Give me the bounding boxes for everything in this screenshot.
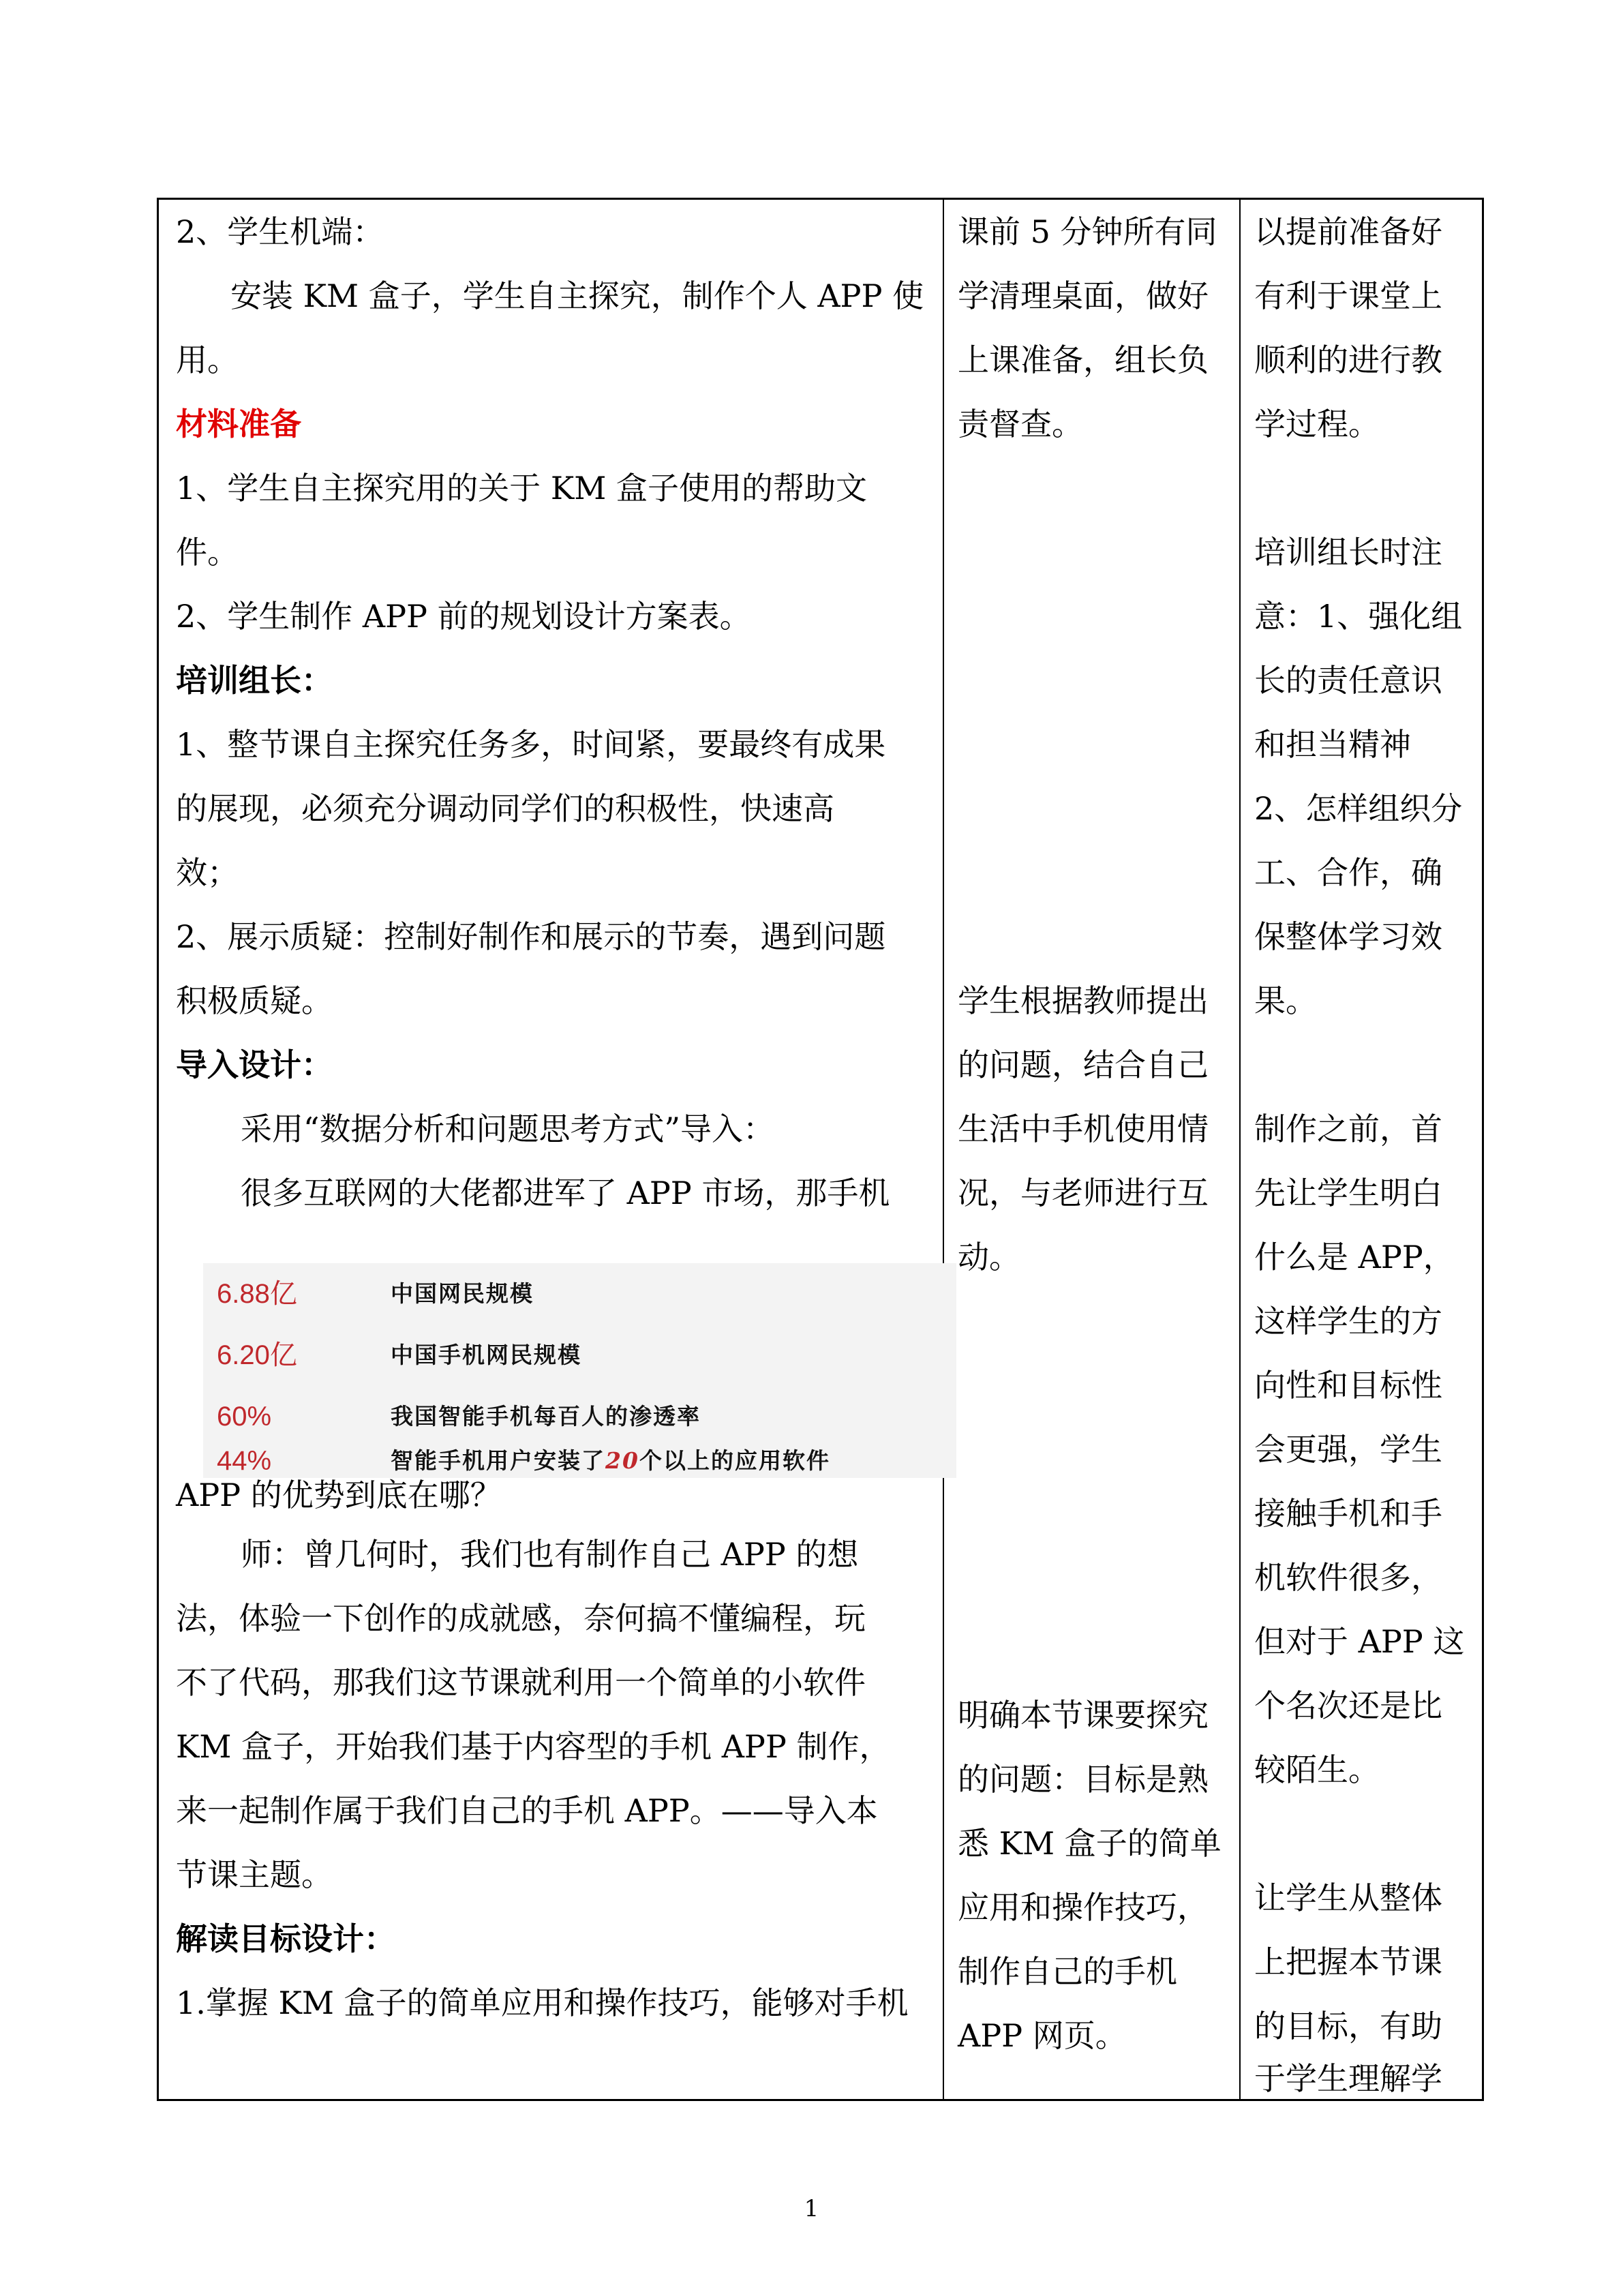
text-line: 2、怎样组织分 (1254, 790, 1463, 827)
text-line: 会更强，学生 (1254, 1431, 1442, 1468)
column-divider (1239, 200, 1241, 2099)
text-line: 的目标，有助 (1254, 2008, 1442, 2044)
text-line: 法，体验一下创作的成就感，奈何搞不懂编程，玩 (176, 1600, 866, 1637)
text-line: 先让学生明白 (1254, 1175, 1442, 1211)
text-line: 安装 KM 盒子，学生自主探究，制作个人 APP 使 (230, 277, 924, 314)
column-divider (943, 200, 944, 2099)
stat-label-part: 智能手机用户安装了 (391, 1447, 605, 1474)
text-line: 应用和操作技巧， (958, 1889, 1209, 1926)
text-line: 让学生从整体 (1254, 1879, 1442, 1916)
text-line: 1、整节课自主探究任务多，时间紧，要最终有成果 (176, 726, 886, 763)
text-line: 学生根据教师提出 (958, 982, 1209, 1019)
text-line: 保整体学习效 (1254, 918, 1442, 955)
text-line: 悉 KM 盒子的简单 (958, 1825, 1222, 1862)
text-line: 接触手机和手 (1254, 1495, 1442, 1532)
text-line: 动。 (958, 1239, 1020, 1275)
text-line: 什么是 APP， (1254, 1239, 1455, 1275)
text-line: 以提前准备好 (1254, 213, 1442, 250)
stat-label-part: 个以上的应用软件 (639, 1447, 830, 1474)
text-line: 件。 (176, 534, 239, 571)
text-line: APP 网页。 (958, 2017, 1127, 2054)
text-line: 节课主题。 (176, 1856, 333, 1893)
stat-label: 中国手机网民规模 (391, 1342, 581, 1368)
internet-statistics-image (203, 1263, 956, 1478)
text-line: 的问题，结合自己 (958, 1046, 1209, 1083)
text-line: 长的责任意识 (1254, 662, 1442, 699)
text-line: APP 的优势到底在哪？ (176, 1477, 502, 1513)
text-line: 向性和目标性 (1254, 1367, 1442, 1404)
text-line: 机软件很多， (1254, 1559, 1442, 1596)
text-line: KM 盒子，开始我们基于内容型的手机 APP 制作， (176, 1728, 891, 1765)
lesson-plan-table (157, 198, 1484, 2101)
page-number: 1 (804, 2195, 819, 2222)
text-line: 采用“数据分析和问题思考方式”导入： (241, 1111, 775, 1147)
text-line: 生活中手机使用情 (958, 1111, 1209, 1147)
text-line: 学过程。 (1254, 406, 1380, 442)
text-line: 顺利的进行教 (1254, 342, 1442, 378)
text-line: 这样学生的方 (1254, 1303, 1442, 1340)
text-line: 2、展示质疑：控制好制作和展示的节奏，遇到问题 (176, 918, 886, 955)
text-line: 培训组长时注 (1254, 534, 1442, 571)
section-heading-objectives: 解读目标设计： (176, 1920, 395, 1957)
section-heading-materials: 材料准备 (176, 406, 301, 442)
stat-value: 44% (217, 1446, 272, 1476)
text-line: 来一起制作属于我们自己的手机 APP。——导入本 (176, 1792, 878, 1829)
stat-value: 60% (217, 1402, 272, 1432)
stat-label: 我国智能手机每百人的渗透率 (391, 1403, 701, 1430)
text-line: 责督查。 (958, 406, 1083, 442)
text-line: 不了代码，那我们这节课就利用一个简单的小软件 (176, 1664, 866, 1701)
text-line: 的问题：目标是熟 (958, 1761, 1209, 1798)
text-line: 课前 5 分钟所有同 (958, 213, 1217, 250)
section-heading-intro-design: 导入设计： (176, 1046, 333, 1083)
stat-value: 6.20亿 (217, 1340, 297, 1370)
text-line: 积极质疑。 (176, 982, 333, 1019)
text-line: 制作自己的手机 (958, 1953, 1177, 1990)
text-line: 工、合作，确 (1254, 854, 1442, 891)
text-line: 较陌生。 (1254, 1751, 1380, 1788)
text-line: 上课准备，组长负 (958, 342, 1209, 378)
stat-label-highlight: 20 (605, 1447, 639, 1474)
text-line: 很多互联网的大佬都进军了 APP 市场，那手机 (241, 1175, 890, 1211)
text-line: 2、学生机端： (176, 213, 384, 250)
text-line: 的展现，必须充分调动同学们的积极性，快速高 (176, 790, 834, 827)
text-line: 2、学生制作 APP 前的规划设计方案表。 (176, 598, 751, 635)
text-line: 个名次还是比 (1254, 1687, 1442, 1724)
text-line: 用。 (176, 342, 239, 378)
text-line: 上把握本节课 (1254, 1944, 1442, 1980)
stat-value: 6.88亿 (217, 1279, 297, 1309)
text-line: 学清理桌面，做好 (958, 277, 1209, 314)
text-line: 和担当精神 (1254, 726, 1411, 763)
text-line: 1、学生自主探究用的关于 KM 盒子使用的帮助文 (176, 470, 867, 507)
text-line: 意：1、强化组 (1254, 598, 1463, 635)
text-line: 1.掌握 KM 盒子的简单应用和操作技巧，能够对手机 (176, 1984, 909, 2021)
text-line: 但对于 APP 这 (1254, 1623, 1465, 1660)
text-line: 况，与老师进行互 (958, 1175, 1209, 1211)
text-line: 师：曾几何时，我们也有制作自己 APP 的想 (241, 1536, 859, 1573)
text-line: 制作之前，首 (1254, 1111, 1442, 1147)
text-line: 果。 (1254, 982, 1317, 1019)
stat-label: 中国网民规模 (391, 1280, 534, 1307)
text-line: 于学生理解学 (1254, 2060, 1442, 2097)
text-line: 有利于课堂上 (1254, 277, 1442, 314)
section-heading-train-leaders: 培训组长： (176, 662, 333, 699)
text-line: 明确本节课要探究 (958, 1697, 1209, 1734)
text-line: 效； (176, 854, 239, 891)
